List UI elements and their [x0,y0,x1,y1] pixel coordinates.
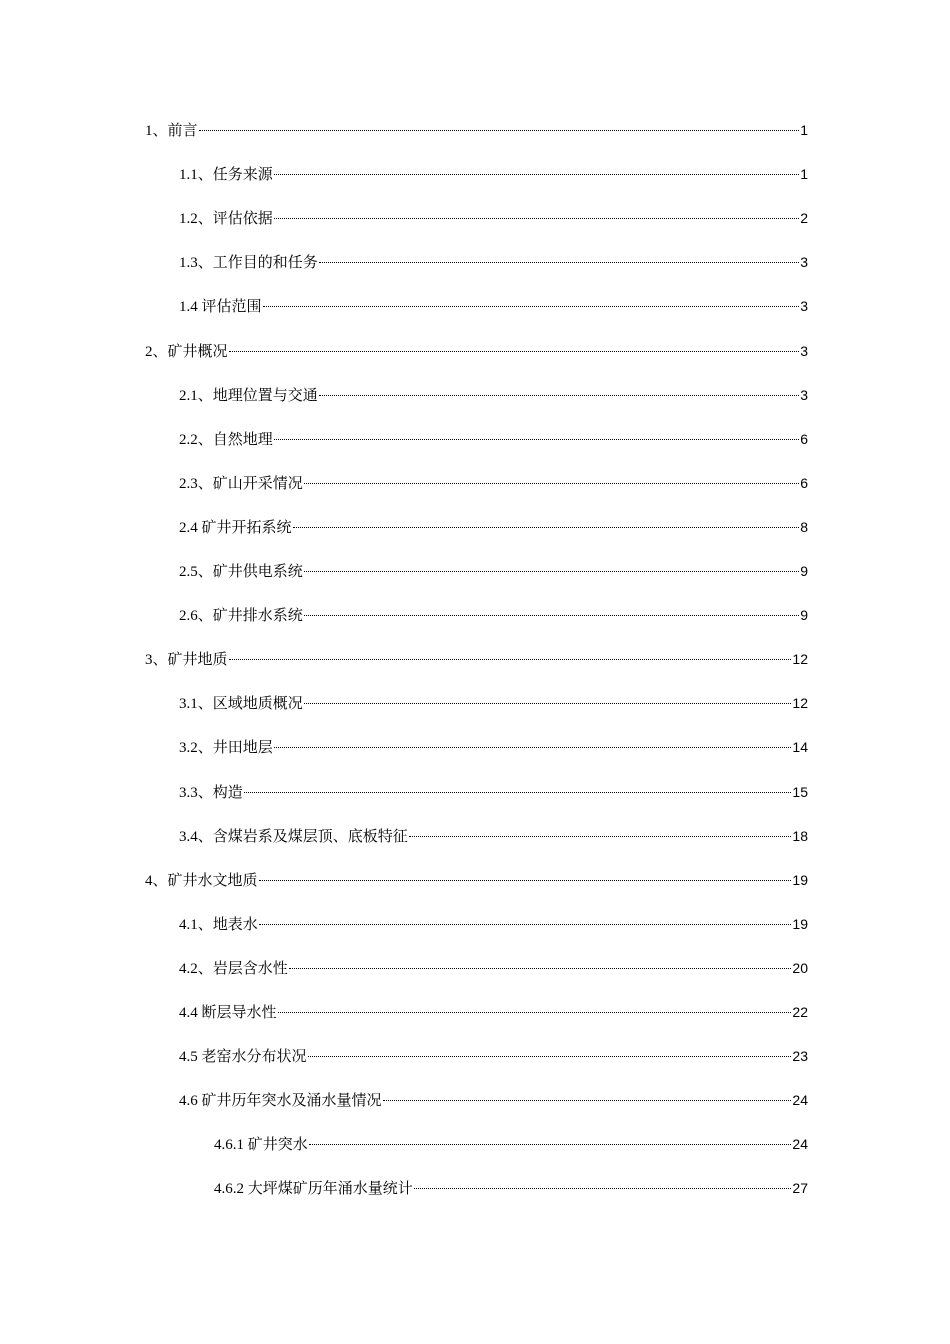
toc-entry-page-number: 19 [792,871,808,888]
toc-entry[interactable] [179,691,808,715]
toc-entry-label: 4.6.2 大坪煤矿历年涌水量统计 [214,1181,413,1198]
toc-entry-label: 3.4、含煤岩系及煤层顶、底板特征 [179,828,408,845]
toc-dot-leader [414,1188,792,1189]
toc-entry-page-number: 3 [800,386,808,403]
toc-dot-leader [263,306,800,307]
toc-entry-page-number: 3 [800,254,808,271]
toc-entry-page-number: 12 [792,695,808,712]
toc-entry-page-number: 6 [800,430,808,447]
toc-entry-page-number: 9 [800,607,808,624]
toc-entry-page-number: 22 [792,1004,808,1020]
toc-entry-page-number: 27 [792,1180,808,1197]
toc-entry-page-number: 1 [800,122,808,138]
toc-dot-leader [289,968,792,969]
toc-entry[interactable] [179,1000,808,1024]
toc-entry-label: 4.2、岩层含水性 [179,960,288,977]
toc-entry[interactable] [179,603,808,627]
toc-entry-label: 2.6、矿井排水系统 [179,608,303,625]
toc-entry-page-number: 18 [792,827,808,844]
toc-entry[interactable] [145,339,808,363]
toc-entry[interactable] [145,118,808,142]
toc-dot-leader [293,527,800,528]
toc-dot-leader [229,351,800,352]
toc-dot-leader [274,218,799,219]
toc-dot-leader [274,439,799,440]
toc-dot-leader [274,747,792,748]
toc-dot-leader [274,174,799,175]
toc-entry-label: 3.2、井田地层 [179,740,273,757]
toc-dot-leader [383,1100,792,1101]
toc-entry[interactable] [179,912,808,936]
toc-entry-label: 1.2、评估依据 [179,211,273,228]
toc-entry-page-number: 15 [792,783,808,800]
toc-entry-page-number: 24 [792,1092,808,1109]
toc-dot-leader [278,1012,792,1013]
toc-entry[interactable] [214,1176,808,1200]
toc-entry-label: 1.3、工作目的和任务 [179,255,318,272]
toc-entry[interactable] [179,824,808,848]
toc-entry-page-number: 8 [800,518,808,535]
toc-entry[interactable] [179,559,808,583]
toc-entry-page-number: 14 [792,739,808,756]
toc-entry-page-number: 12 [792,651,808,668]
toc-dot-leader [409,836,792,837]
toc-entry-page-number: 24 [792,1136,808,1153]
toc-entry[interactable] [179,294,808,318]
toc-entry-label: 2.1、地理位置与交通 [179,387,318,404]
toc-dot-leader [308,1056,792,1057]
toc-entry[interactable] [179,383,808,407]
toc-entry-label: 1.1、任务来源 [179,167,273,184]
toc-entry-page-number: 1 [800,166,808,183]
toc-entry-page-number: 19 [792,915,808,932]
toc-entry-label: 2.2、自然地理 [179,431,273,448]
toc-entry[interactable] [179,956,808,980]
toc-entry-label: 3、矿井地质 [145,652,228,669]
toc-entry[interactable] [179,250,808,274]
toc-entry-label: 2.5、矿井供电系统 [179,564,303,580]
toc-entry[interactable] [145,647,808,671]
toc-dot-leader [304,483,799,484]
toc-dot-leader [319,395,799,396]
toc-entry-page-number: 9 [800,563,808,579]
toc-entry-label: 3.1、区域地质概况 [179,696,303,713]
toc-entry-label: 2.4 矿井开拓系统 [179,519,292,536]
toc-entry-label: 1.4 评估范围 [179,299,262,316]
toc-entry[interactable] [145,868,808,892]
toc-entry-page-number: 20 [792,959,808,976]
toc-dot-leader [259,924,792,925]
toc-entry-label: 3.3、构造 [179,784,243,801]
toc-entry-label: 4.1、地表水 [179,916,258,933]
toc-entry-label: 4.6.1 矿井突水 [214,1137,308,1154]
toc-dot-leader [229,659,792,660]
toc-entry-page-number: 23 [792,1048,808,1065]
toc-dot-leader [309,1144,792,1145]
toc-entry-page-number: 2 [800,210,808,227]
toc-entry[interactable] [179,515,808,539]
toc-dot-leader [304,571,799,572]
toc-dot-leader [244,792,792,793]
toc-entry-label: 4.6 矿井历年突水及涌水量情况 [179,1093,382,1110]
toc-entry-label: 2.3、矿山开采情况 [179,475,303,492]
toc-entry-page-number: 3 [800,342,808,359]
toc-dot-leader [319,262,799,263]
toc-entry-label: 4、矿井水文地质 [145,872,258,889]
toc-entry[interactable] [179,1088,808,1112]
toc-entry[interactable] [179,162,808,186]
toc-entry[interactable] [179,206,808,230]
toc-entry[interactable] [179,1044,808,1068]
toc-entry-page-number: 6 [800,474,808,491]
toc-entry-label: 2、矿井概况 [145,343,228,360]
toc-entry[interactable] [179,427,808,451]
toc-dot-leader [304,615,799,616]
toc-entry-label: 1、前言 [145,123,198,139]
toc-entry[interactable] [214,1132,808,1156]
toc-entry[interactable] [179,735,808,759]
toc-dot-leader [304,703,792,704]
toc-entry[interactable] [179,471,808,495]
toc-entry-label: 4.4 断层导水性 [179,1005,277,1021]
toc-dot-leader [259,880,792,881]
toc-dot-leader [199,130,800,131]
toc-entry[interactable] [179,780,808,804]
toc-entry-label: 4.5 老窑水分布状况 [179,1049,307,1066]
toc-entry-page-number: 3 [800,298,808,315]
